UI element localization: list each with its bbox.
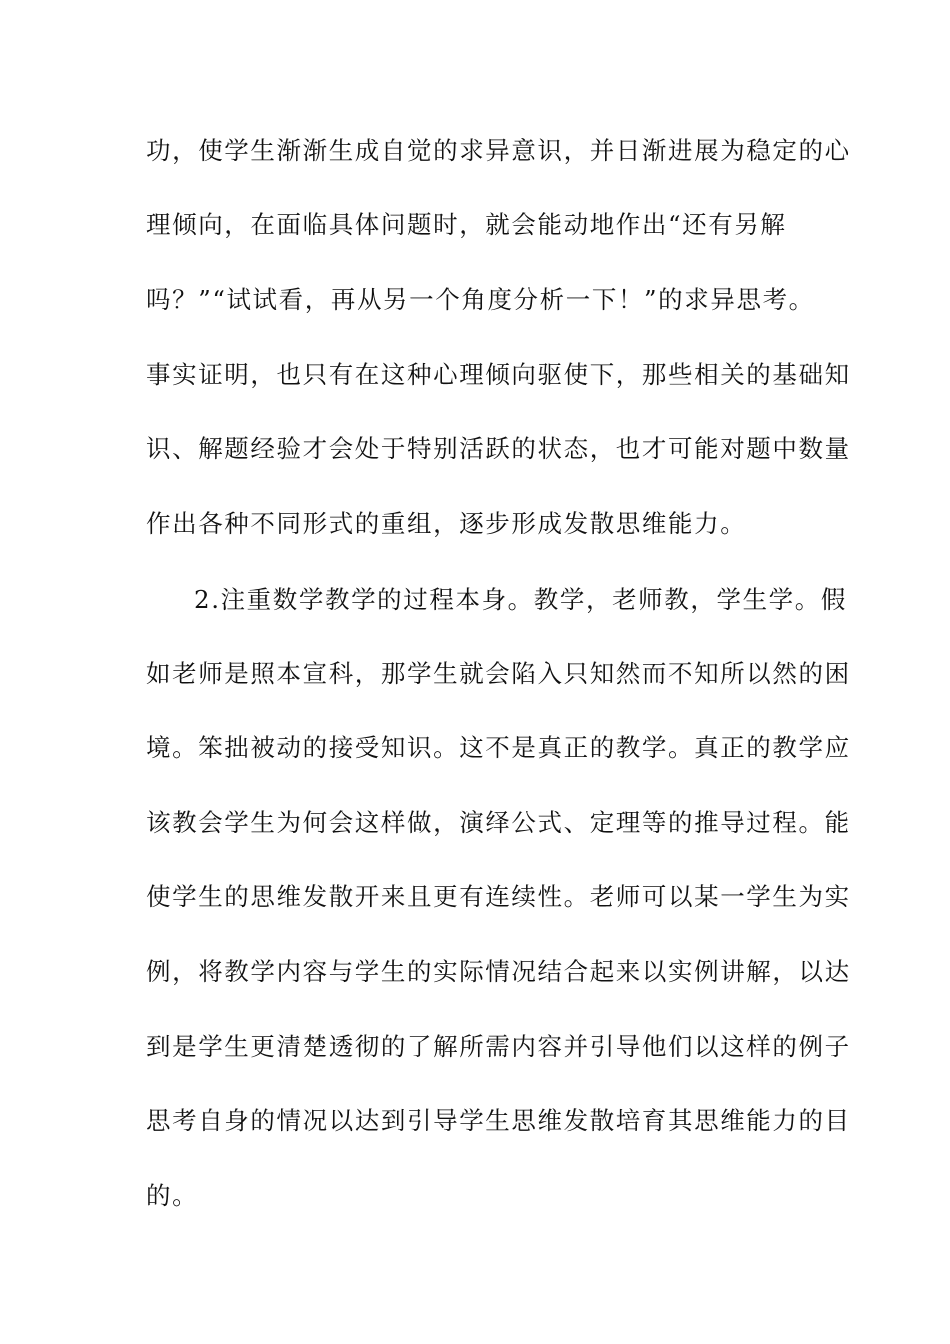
text-line: 识、解题经验才会处于特别活跃的状态，也才可能对题中数量 bbox=[146, 434, 851, 463]
text-line: 到是学生更清楚透彻的了解所需内容并引导他们以这样的例子 bbox=[146, 1032, 851, 1061]
text-line: 作出各种不同形式的重组，逐步形成发散思维能力。 bbox=[146, 509, 747, 538]
text-line: 思考自身的情况以达到引导学生思维发散培育其思维能力的目 bbox=[146, 1106, 851, 1135]
text-line: 使学生的思维发散开来且更有连续性。老师可以某一学生为实 bbox=[146, 882, 851, 911]
text-line: 如老师是照本宣科，那学生就会陷入只知然而不知所以然的困 bbox=[146, 659, 851, 688]
text-line: 境。笨拙被动的接受知识。这不是真正的教学。真正的教学应 bbox=[146, 733, 851, 762]
text-line: 例，将教学内容与学生的实际情况结合起来以实例讲解，以达 bbox=[146, 957, 851, 986]
text-line: 吗？”“试试看，再从另一个角度分析一下！”的求异思考。 bbox=[146, 285, 815, 314]
text-line: 功，使学生渐渐生成自觉的求异意识，并日渐进展为稳定的心 bbox=[146, 136, 851, 165]
paragraph-heading-line: 2.注重数学教学的过程本身。教学，老师教，学生学。假 bbox=[194, 585, 847, 614]
text-line: 理倾向，在面临具体问题时，就会能动地作出“还有另解 bbox=[146, 210, 787, 239]
text-line: 事实证明，也只有在这种心理倾向驱使下，那些相关的基础知 bbox=[146, 360, 851, 389]
text-line: 该教会学生为何会这样做，演绎公式、定理等的推导过程。能 bbox=[146, 808, 851, 837]
text-line: 的。 bbox=[146, 1181, 199, 1210]
